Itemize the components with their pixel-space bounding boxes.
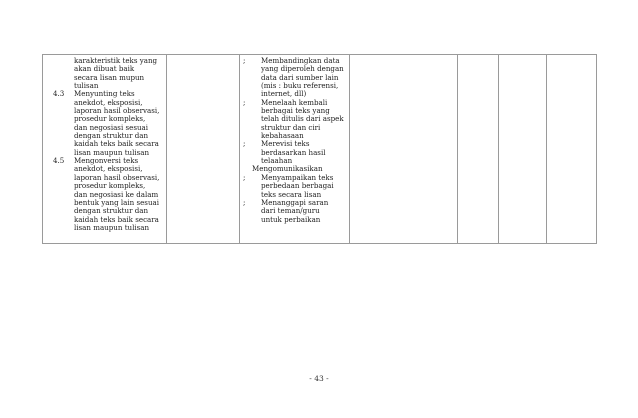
text-line: laporan hasil observasi, <box>74 106 160 116</box>
text-line: data dari sumber lain <box>261 72 339 82</box>
text-line: Mengonversi teks <box>74 156 139 166</box>
text-line: dengan struktur dan <box>74 206 149 216</box>
text-line: Membandingkan data <box>261 56 340 65</box>
column-divider <box>546 55 547 243</box>
activity-item <box>243 139 344 166</box>
text-line: yang diperoleh dengan <box>261 64 344 74</box>
text-line: anekdot, eksposisi, <box>74 164 143 174</box>
text-line: Merevisi teks <box>261 139 310 149</box>
activity-item <box>243 197 344 224</box>
text-line: dan negosiasi ke dalam <box>74 189 159 199</box>
text-line: lisan maupun tulisan <box>74 147 150 157</box>
text-line: untuk perbaikan <box>261 214 321 224</box>
text-line: struktur dan ciri <box>261 122 321 132</box>
activity-item <box>243 56 344 99</box>
text-line: prosedur kompleks, <box>74 114 146 124</box>
text-line: lisan maupun tulisan <box>74 222 150 232</box>
text-line: tulisan <box>74 81 99 91</box>
bullet-mark: ; <box>243 97 246 107</box>
column-divider <box>498 55 499 243</box>
text-line: (mis : buku referensi, <box>261 81 339 91</box>
text-line: anekdot, eksposisi, <box>74 97 143 107</box>
text-line: Menyampaikan teks <box>261 172 334 182</box>
learning-activities-cell <box>243 56 344 224</box>
activity-item <box>243 172 344 199</box>
text-line: Menelaah kembali <box>261 97 328 107</box>
bullet-mark: ; <box>243 56 246 65</box>
text-line: dengan struktur dan <box>74 131 149 141</box>
text-line: dan negosiasi sesuai <box>74 122 149 132</box>
text-line: bentuk yang lain sesuai <box>74 197 160 207</box>
text-line: karakteristik teks yang <box>74 56 158 65</box>
text-line: Menyunting teks <box>74 89 135 99</box>
competency-number: 4.3 <box>53 89 65 99</box>
competency-cell <box>74 57 159 232</box>
bullet-mark: ; <box>243 197 246 207</box>
activity-item <box>243 97 344 141</box>
text-line: Menanggapi saran <box>261 197 329 207</box>
syllabus-table <box>42 54 597 244</box>
competency-number: 4.5 <box>53 156 65 166</box>
bullet-mark: ; <box>243 139 246 149</box>
section-heading: Mengomunikasikan <box>252 164 323 174</box>
text-line: kebahasaan <box>261 131 304 141</box>
column-divider <box>239 55 240 243</box>
text-line: telah ditulis dari aspek <box>261 114 344 124</box>
page-number: - 43 - <box>309 374 329 383</box>
column-divider <box>166 55 167 243</box>
text-line: teks secara lisan <box>261 189 322 199</box>
column-divider <box>457 55 458 243</box>
text-line: kaidah teks baik secara <box>74 214 159 224</box>
text-line: berbagai teks yang <box>261 106 330 116</box>
text-line: akan dibuat baik <box>74 64 135 74</box>
text-line: perbedaan berbagai <box>261 181 334 191</box>
text-line: telaahan <box>261 156 293 166</box>
text-line: laporan hasil observasi, <box>74 172 160 182</box>
bullet-mark: ; <box>243 172 246 182</box>
text-line: dari teman/guru <box>261 206 320 216</box>
text-line: secara lisan mupun <box>74 72 145 82</box>
text-line: kaidah teks baik secara <box>74 139 159 149</box>
text-line: berdasarkan hasil <box>261 147 326 157</box>
text-line: internet, dll) <box>261 89 307 99</box>
column-divider <box>349 55 350 243</box>
text-line: prosedur kompleks, <box>74 181 146 191</box>
